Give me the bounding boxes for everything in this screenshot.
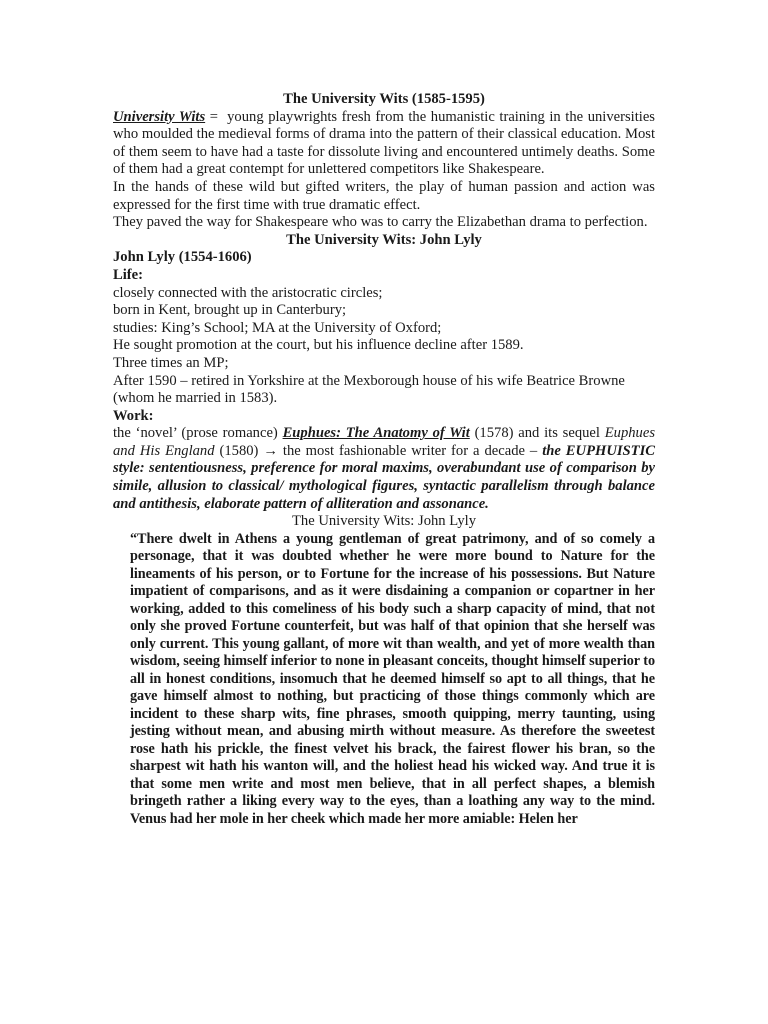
document-page xyxy=(113,91,655,828)
life-item: After 1590 – retired in Yorkshire at the Mexborough house of his wife Beatrice Browne (whom he married in 1583). xyxy=(113,372,625,407)
work-label: Work: xyxy=(113,407,154,424)
work-title-euphues-england: Euphues and His England xyxy=(113,425,655,459)
work-text-1: the ‘novel’ (prose romance) xyxy=(113,425,283,442)
life-item: Three times an MP; xyxy=(113,354,229,371)
author-heading: John Lyly (1554-1606) xyxy=(113,249,252,266)
paragraph-dramatic-effect: In the hands of these wild but gifted writers, the play of human passion and action was expressed for the first time with true dramatic effect. xyxy=(113,178,655,213)
work-paragraph xyxy=(113,425,655,513)
section-heading-lyly-quote: The University Wits: John Lyly xyxy=(292,513,476,530)
work-text-2: (1578) and its sequel xyxy=(469,425,605,442)
euphues-quote: “There dwelt in Athens a young gentleman of great patrimony, and of so comely a personage, that it was doubted whether he were more bound to Nature for the lineaments of his person, or to Fortune for the increase of his possessions. But Nature impatient of comparisons, and as it were disdaining a companion or copartner in her working, added to this comeliness of his body such a sharp capacity of mind, that not only she proved Fortune counterfeit, but was half of that opinion that she herself was only current. This young gallant, of more wit than wealth, and yet of more wealth than wisdom, seeing himself inferior to none in pleasant conceits, thought himself superior to all in honest conditions, insomuch that he deemed himself so apt to all things, that he gave himself almost to nothing, but practicing of those things commonly which are incident to these sharp wits, fine phrases, smooth quipping, merry taunting, using jesting without mean, and abusing mirth without measure. As therefore the sweetest rose hath his prickle, the finest velvet his brack, the fairest flower his bran, so the sharpest wit hath his wanton will, and the holiest head his wicked way. And true it is that some men write and most men believe, that in all perfect shapes, a blemish bringeth rather a liking every way to the eyes, than a loathing any way to the mind. Venus had her mole in her cheek which made her more amiable: Helen her xyxy=(130,530,655,827)
life-label: Life: xyxy=(113,266,143,283)
work-title-euphues: Euphues: The Anatomy of Wit xyxy=(282,425,470,442)
work-text-3: (1580) → the most fashionable writer for a decade – xyxy=(214,442,543,459)
intro-paragraph xyxy=(113,109,655,179)
intro-term: University Wits xyxy=(113,108,206,125)
intro-equals: = xyxy=(205,108,228,125)
section-heading-lyly: The University Wits: John Lyly xyxy=(286,231,482,248)
document-title: The University Wits (1585-1595) xyxy=(283,91,485,107)
euphuistic-style-description: the EUPHUISTIC style: sententiousness, preference for moral maxims, overabundant use of comparison by simile, allusion to classical/ mythological figures, syntactic parallelism through balance and antithesis, elaborate pattern of alliteration and assonance. xyxy=(113,442,655,512)
intro-definition: young playwrights fresh from the humanistic training in the universities who moulded the medieval forms of drama into the pattern of their classical education. Most of them seem to have had a taste for dissolute living and encountered untimely deaths. Some of them had a great contempt for unlettered competitors like Shakespeare. xyxy=(113,108,655,178)
life-item: He sought promotion at the court, but his influence decline after 1589. xyxy=(113,337,524,354)
paragraph-paved-way: They paved the way for Shakespeare who was to carry the Elizabethan drama to perfection. xyxy=(113,214,648,231)
life-item: closely connected with the aristocratic circles; xyxy=(113,284,383,301)
life-item: born in Kent, brought up in Canterbury; xyxy=(113,302,347,319)
life-item: studies: King’s School; MA at the University of Oxford; xyxy=(113,319,442,336)
